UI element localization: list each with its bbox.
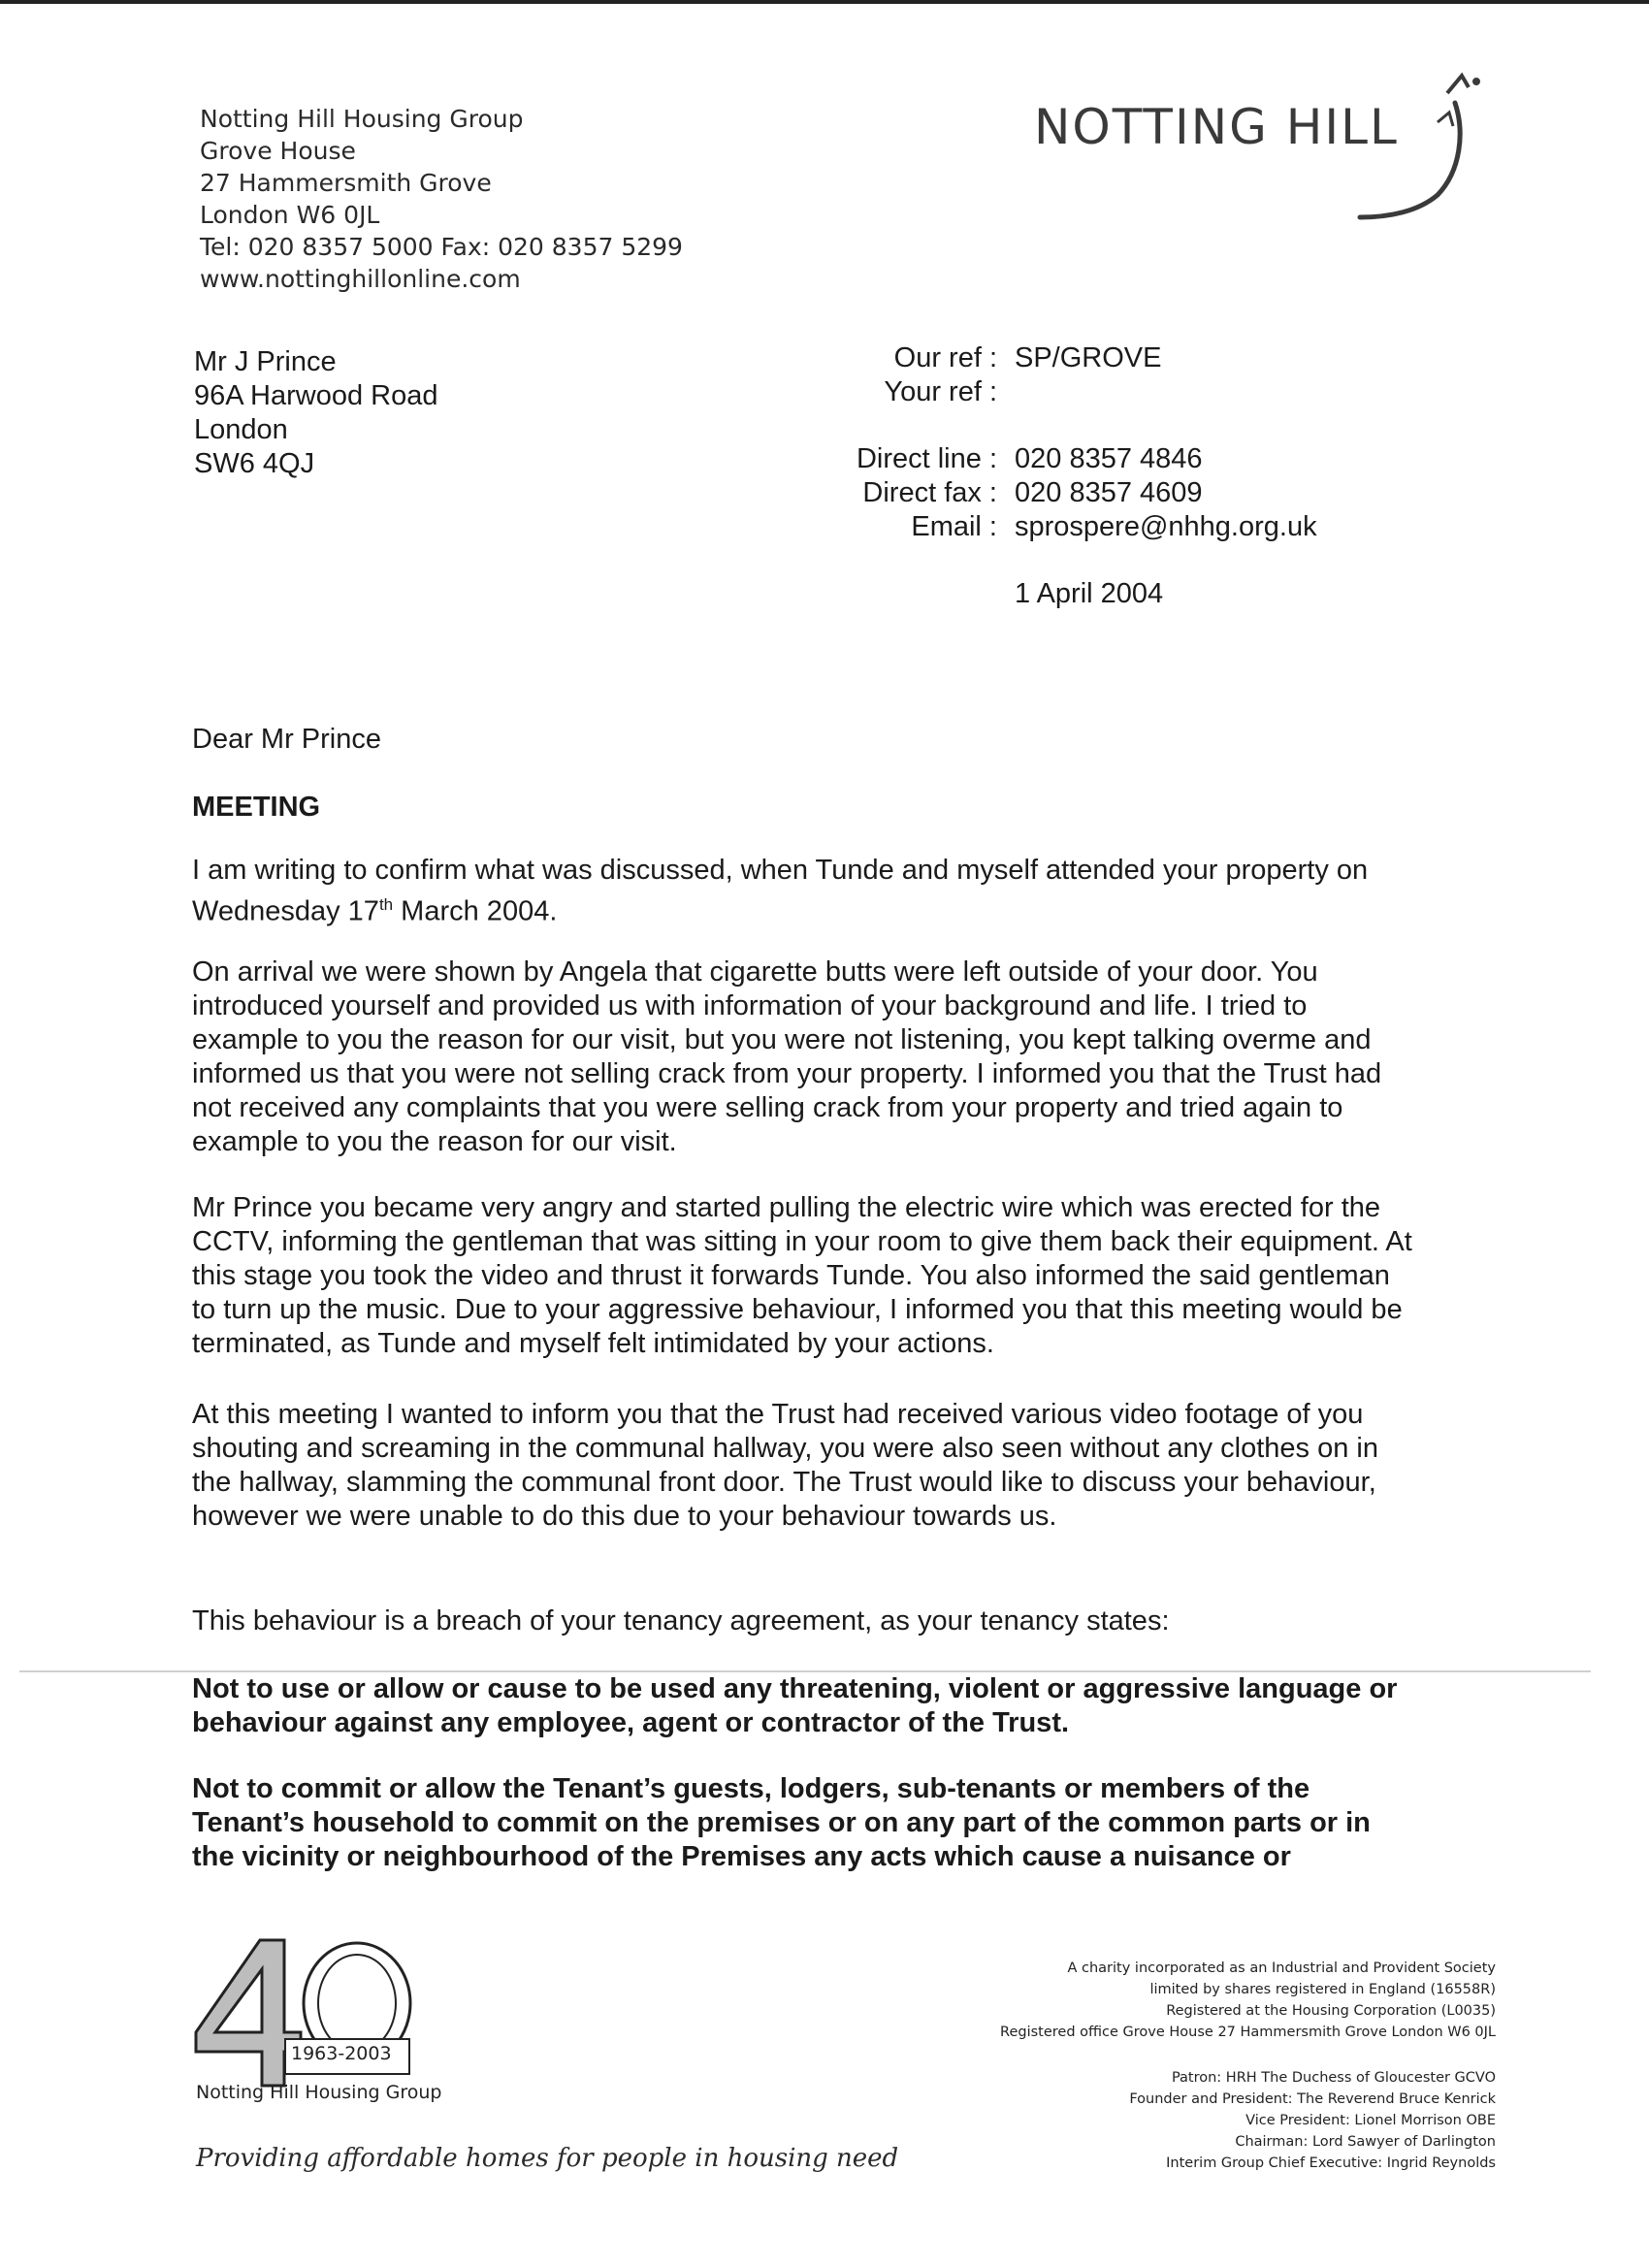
recipient-line2: London <box>194 414 288 445</box>
sender-street: 27 Hammersmith Grove <box>200 169 492 197</box>
our-ref-value: SP/GROVE <box>1015 342 1162 373</box>
officer-line: Vice President: Lionel Morrison OBE <box>1245 2113 1496 2128</box>
paragraph-1 <box>192 854 1414 929</box>
legal-notice <box>1000 1958 1496 2043</box>
paragraph-4: At this meeting I wanted to inform you that the Trust had received various video footage of you shouting and screaming in the communal hallway, you were also seen without any clothes on in the hallway, slamming the communal front door. The Trust would like to discuss your behaviour, however we were unable to do this due to your behaviour towards us. <box>192 1399 1378 1532</box>
paragraph-3: Mr Prince you became very angry and started pulling the electric wire which was erected for the CCTV, informing the gentleman that was sitting in your room to give them back their equipment. At this stage you took the video and thrust it forwards Tunde. You also informed the said gentleman to turn up the music. Due to your aggressive behaviour, I informed you that this meeting would be terminated, as Tunde and myself felt intimidated by your actions. <box>192 1192 1412 1359</box>
email-row <box>737 510 1317 544</box>
legal-line: limited by shares registered in England (16558R) <box>1149 1982 1496 1997</box>
paragraph-1-text: I am writing to confirm what was discussed, when Tunde and myself attended your property on Wednesday 17 <box>192 855 1369 927</box>
recipient-line3: SW6 4QJ <box>194 448 315 479</box>
paragraph-1-superscript: th <box>378 895 394 914</box>
officers-list <box>1129 2067 1496 2174</box>
letter-date: 1 April 2004 <box>1015 578 1164 609</box>
direct-line-value: 020 8357 4846 <box>1015 443 1203 474</box>
reference-block <box>737 341 1317 611</box>
direct-fax-row <box>737 476 1317 510</box>
sender-website: www.nottinghillonline.com <box>200 265 521 293</box>
notting-hill-logo <box>1034 64 1519 229</box>
logo-swoosh-icon <box>1341 64 1525 229</box>
paragraph-5: This behaviour is a breach of your tenancy agreement, as your tenancy states: <box>192 1605 1170 1636</box>
sender-building: Grove House <box>200 137 356 165</box>
sender-org: Notting Hill Housing Group <box>200 105 524 133</box>
sender-address <box>200 103 683 295</box>
tenancy-clause-2: Not to commit or allow the Tenant’s guests, lodgers, sub-tenants or members of the Tenant’s household to commit on the premises or on any part of the common parts or in the vicinity or neighbourhood of the Premises any acts which cause a nuisance or <box>192 1773 1371 1872</box>
tagline: Providing affordable homes for people in housing need <box>196 2144 899 2173</box>
legal-line: A charity incorporated as an Industrial and Provident Society <box>1067 1960 1496 1976</box>
anniversary-org: Notting Hill Housing Group <box>196 2082 442 2103</box>
sender-phones: Tel: 020 8357 5000 Fax: 020 8357 5299 <box>200 233 683 261</box>
recipient-name: Mr J Prince <box>194 346 337 377</box>
direct-fax-value: 020 8357 4609 <box>1015 477 1203 508</box>
recipient-address <box>194 345 438 481</box>
direct-line-label: Direct line : <box>856 443 997 474</box>
page-top-rule <box>0 0 1649 4</box>
tenancy-clause-1: Not to use or allow or cause to be used any threatening, violent or aggressive language or behaviour against any employee, agent or contractor of the Trust. <box>192 1673 1398 1738</box>
letter-heading: MEETING <box>192 792 321 823</box>
paragraph-1-tail: March 2004. <box>393 895 558 927</box>
logo-wordmark: NOTTING HILL <box>1034 99 1399 155</box>
anniversary-years: 1963-2003 <box>291 2043 392 2064</box>
paragraph-2: On arrival we were shown by Angela that cigarette butts were left outside of your door. You introduced yourself and provided us with information of your background and life. I tried to example to you the reason for our visit, but you were not listening, you kept talking overme and informed us that you were not selling crack from your property. I informed you that the Trust had not received any complaints that you were selling crack from your property and tried again to example to you the reason for our visit. <box>192 956 1382 1157</box>
forty-years-logo-icon <box>192 1930 425 2095</box>
legal-line: Registered at the Housing Corporation (L0035) <box>1166 2003 1496 2019</box>
your-ref-label: Your ref : <box>884 376 997 407</box>
your-ref-row <box>737 375 1317 409</box>
sender-city: London W6 0JL <box>200 201 380 229</box>
officer-line: Interim Group Chief Executive: Ingrid Reynolds <box>1166 2155 1496 2171</box>
direct-line-row <box>737 442 1317 476</box>
officer-line: Founder and President: The Reverend Bruce Kenrick <box>1129 2091 1496 2107</box>
direct-fax-label: Direct fax : <box>862 477 997 508</box>
our-ref-row <box>737 341 1317 375</box>
legal-line: Registered office Grove House 27 Hammersmith Grove London W6 0JL <box>1000 2025 1496 2040</box>
officer-line: Patron: HRH The Duchess of Gloucester GCVO <box>1171 2070 1496 2086</box>
officer-line: Chairman: Lord Sawyer of Darlington <box>1235 2134 1496 2150</box>
email-label: Email : <box>911 511 997 542</box>
our-ref-label: Our ref : <box>893 342 997 373</box>
recipient-line1: 96A Harwood Road <box>194 380 438 411</box>
salutation: Dear Mr Prince <box>192 724 381 755</box>
email-value: sprospere@nhhg.org.uk <box>1015 511 1317 542</box>
